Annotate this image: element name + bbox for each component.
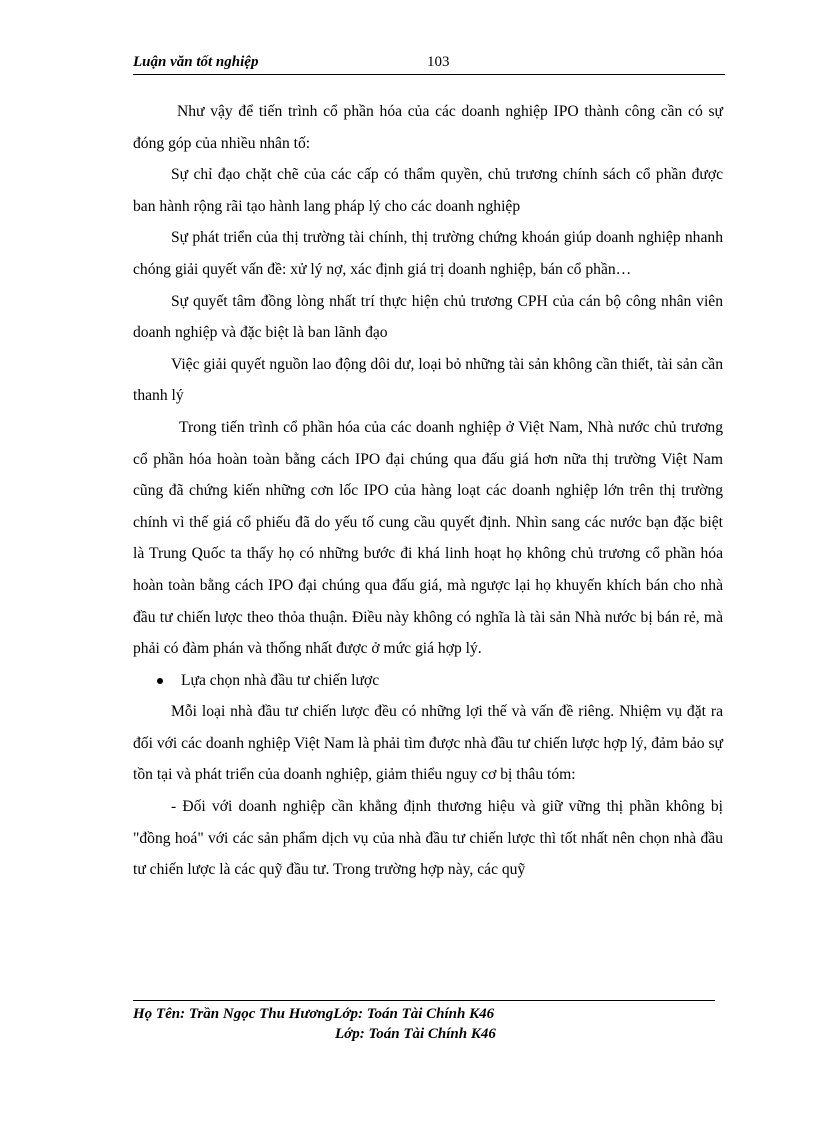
document-title: Luận văn tốt nghiệp xyxy=(133,54,259,70)
paragraph-factor-1: Sự chỉ đạo chặt chẽ của các cấp có thẩm quyền, chủ trương chính sách cổ phần được ban hành rộng rãi tạo hành lang pháp lý cho các doanh nghiệp xyxy=(133,166,723,215)
page-number: 103 xyxy=(427,54,450,70)
footer-divider xyxy=(133,1000,715,1001)
bullet-item xyxy=(133,665,723,697)
paragraph-factor-2: Sự phát triển của thị trường tài chính, thị trường chứng khoán giúp doanh nghiệp nhanh chóng giải quyết vấn đề: xử lý nợ, xác định giá trị doanh nghiệp, bán cổ phần… xyxy=(133,229,723,278)
bullet-text: Lựa chọn nhà đầu tư chiến lược xyxy=(181,671,380,689)
paragraph-investment-funds: - Đối với doanh nghiệp cần khẳng định thương hiệu và giữ vững thị phần không bị "đồng hoá" với các sản phẩm dịch vụ của nhà đầu tư chiến lược thì tốt nhất nên chọn nhà đầu tư chiến lược là các quỹ đầu tư. Trong trường hợp này, các quỹ xyxy=(133,798,723,879)
bullet-dot-icon xyxy=(157,678,163,684)
page-footer xyxy=(133,1004,496,1044)
paragraph-strategic-investor: Mỗi loại nhà đầu tư chiến lược đều có những lợi thế và vấn đề riêng. Nhiệm vụ đặt ra đối với các doanh nghiệp Việt Nam là phải tìm được nhà đầu tư chiến lược hợp lý, đảm bảo sự tồn tại và phát triển của doanh nghiệp, giảm thiểu nguy cơ bị thâu tóm: xyxy=(133,703,723,784)
footer-author-line: Họ Tên: Trần Ngọc Thu HươngLớp: Toán Tài Chính K46 xyxy=(133,1006,495,1022)
paragraph-vietnam-ipo: Trong tiến trình cổ phần hóa của các doanh nghiệp ở Việt Nam, Nhà nước chủ trương cổ phần hóa hoàn toàn bằng cách IPO đại chúng qua đấu giá hơn nữa thị trường Việt Nam cũng đã chứng kiến những cơn lốc IPO của hàng loạt các doanh nghiệp lớn trên thị trường chính vì thế giá cổ phiếu đã do yếu tố cung cầu quyết định. Nhìn sang các nước bạn đặc biệt là Trung Quốc ta thấy họ có những bước đi khá linh hoạt họ không chủ trương cổ phần hóa hoàn toàn bằng cách IPO đại chúng qua đấu giá, mà ngược lại họ khuyến khích bán cho nhà đầu tư chiến lược theo thỏa thuận. Điều này không có nghĩa là tài sản Nhà nước bị bán rẻ, mà phải có đàm phán và thống nhất được ở mức giá hợp lý. xyxy=(133,418,723,658)
page-header xyxy=(133,52,725,75)
paragraph-intro: Như vậy để tiến trình cổ phần hóa của các doanh nghiệp IPO thành công cần có sự đóng góp của nhiều nhân tố: xyxy=(133,103,723,152)
footer-class-line: Lớp: Toán Tài Chính K46 xyxy=(335,1026,496,1042)
document-body xyxy=(133,96,723,886)
paragraph-factor-3: Sự quyết tâm đồng lòng nhất trí thực hiện chủ trương CPH của cán bộ công nhân viên doanh nghiệp và đặc biệt là ban lãnh đạo xyxy=(133,292,723,342)
paragraph-factor-4: Việc giải quyết nguồn lao động dôi dư, loại bỏ những tài sản không cần thiết, tài sản cần thanh lý xyxy=(133,355,723,405)
